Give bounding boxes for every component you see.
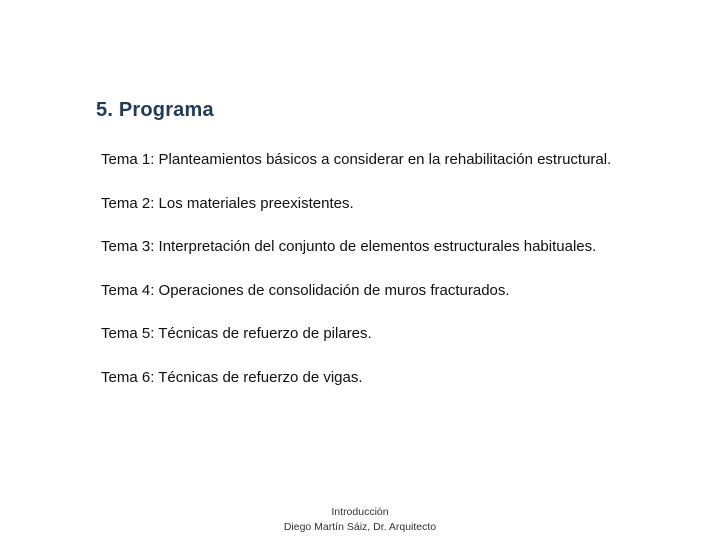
- footer-author: Diego Martín Sáiz, Dr. Arquitecto: [283, 521, 437, 533]
- topic-item: Tema 5: Técnicas de refuerzo de pilares.: [101, 325, 372, 343]
- topic-list: [101, 150, 611, 412]
- slide-title: 5. Programa: [96, 99, 214, 121]
- topic-item: Tema 3: Interpretación del conjunto de elementos estructurales habituales.: [101, 238, 597, 256]
- slide-footer: [0, 505, 720, 535]
- topic-item: Tema 4: Operaciones de consolidación de muros fracturados.: [101, 281, 510, 299]
- footer-section-name: Introducción: [331, 506, 389, 518]
- topic-item: Tema 2: Los materiales preexistentes.: [101, 194, 354, 212]
- topic-item: Tema 1: Planteamientos básicos a considerar en la rehabilitación estructural.: [101, 151, 612, 168]
- topic-item: Tema 6: Técnicas de refuerzo de vigas.: [101, 368, 363, 386]
